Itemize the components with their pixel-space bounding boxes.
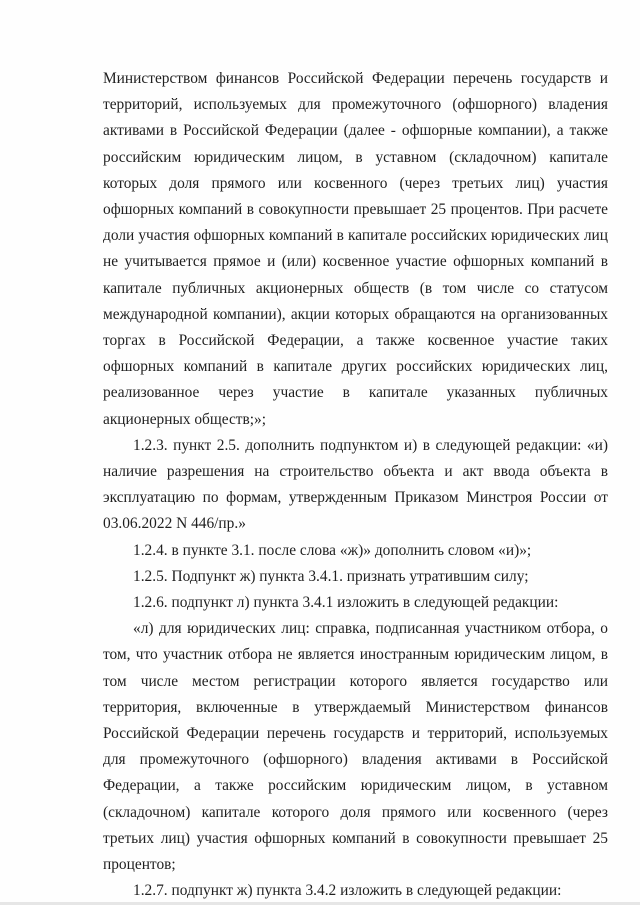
paragraph-item-1-2-5: 1.2.5. Подпункт ж) пункта 3.4.1. признать утратившим силу; — [133, 567, 529, 585]
paragraph-subitem-l: «л) для юридических лиц: справка, подписанная участником отбора, о том, что участник отбора не является иностранным юридическим лицом, в том числе местом регистрации которого является государство или территория, включенные в утверждаемый Министерством финансов Российской Федерации перечень государств и территорий, используемых для промежуточного (офшорного) владения активами в Российской Федерации, а также российским юридическим лицом, в уставном (складочном) капитале которого доля прямого или косвенного (через третьих лиц) участия офшорных компаний в совокупности превышает 25 процентов; — [103, 620, 608, 874]
paragraph-item-1-2-7: 1.2.7. подпункт ж) пункта 3.4.2 изложить в следующей редакции: — [133, 882, 562, 900]
paragraph-item-1-2-6: 1.2.6. подпункт л) пункта 3.4.1 изложить в следующей редакции: — [133, 594, 559, 612]
paragraph-item-1-2-4: 1.2.4. в пункте 3.1. после слова «ж)» дополнить словом «и)»; — [133, 541, 532, 559]
paragraph-offshore-continuation: Министерством финансов Российской Федерации перечень государств и территорий, используемых для промежуточного (офшорного) владения активами в Российской Федерации (далее - офшорные компании), а также российским юридическим лицом, в уставном (складочном) капитале которых доля прямого или косвенного (через третьих лиц) участия офшорных компаний в совокупности превышает 25 процентов. При расчете доли участия офшорных компаний в капитале российских юридических лиц не учитывается прямое и (или) косвенное участие офшорных компаний в капитале публичных акционерных обществ (в том числе со статусом международной компании), акции которых обращаются на организованных торгах в Российской Федерации, а также косвенное участие таких офшорных компаний в капитале других российских юридических лиц, реализованное через участие в капитале указанных публичных акционерных обществ;»; — [103, 70, 608, 428]
paragraph-item-1-2-3: 1.2.3. пункт 2.5. дополнить подпунктом и) в следующей редакции: «и) наличие разрешения на строительство объекта и акт ввода объекта в эксплуатацию по формам, утвержденным Приказом Минстроя России от 03.06.2022 N 446/пр.» — [103, 436, 608, 533]
document-body — [103, 66, 608, 905]
